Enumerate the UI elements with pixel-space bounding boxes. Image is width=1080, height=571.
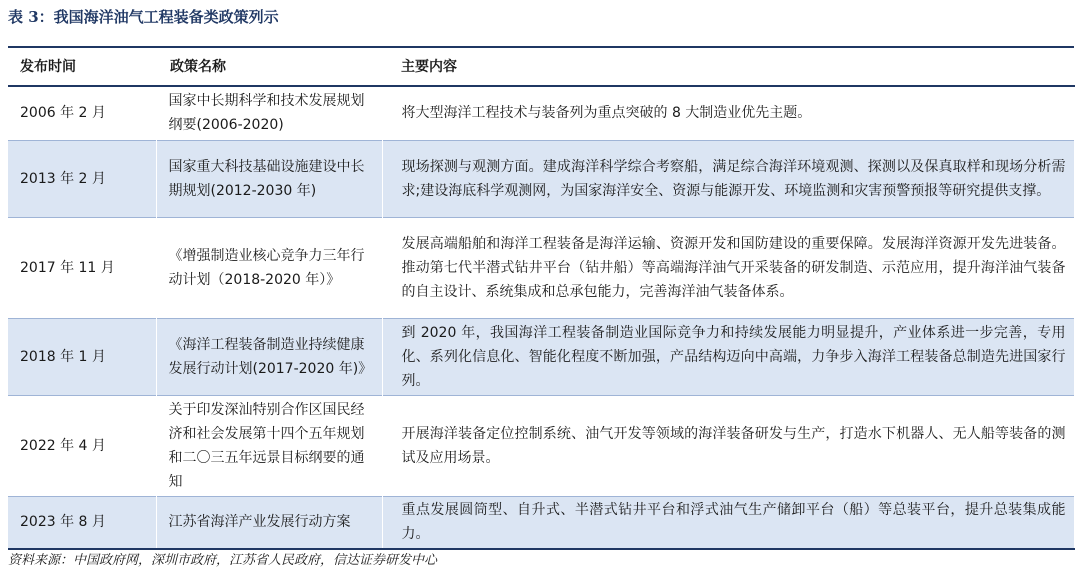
row-policy-name: 《海洋工程装备制造业持续健康发展行动计划(2017-2020 年)》 xyxy=(156,318,382,395)
table-row xyxy=(8,395,1074,496)
row-content: 发展高端船舶和海洋工程装备是海洋运输、资源开发和国防建设的重要保障。发展海洋资源开发先进装备。推动第七代半潜式钻井平台（钻井船）等高端海洋油气开采装备的研发制造、示范应用，提升海洋油气装备的自主设计、系统集成和总承包能力，完善海洋油气装备体系。 xyxy=(382,217,1074,318)
table-row xyxy=(8,140,1074,217)
table-row xyxy=(8,496,1074,549)
table-title: 表 3：我国海洋油气工程装备类政策列示 xyxy=(8,8,279,26)
row-content: 现场探测与观测方面。建成海洋科学综合考察船，满足综合海洋环境观测、探测以及保真取样和现场分析需求;建设海底科学观测网，为国家海洋安全、资源与能源开发、环境监测和灾害预警预报等研究提供支撑。 xyxy=(382,140,1074,217)
row-date: 2018 年 1 月 xyxy=(8,318,156,395)
table-row xyxy=(8,86,1074,140)
row-policy-name: 《增强制造业核心竞争力三年行动计划（2018-2020 年）》 xyxy=(156,217,382,318)
row-content: 开展海洋装备定位控制系统、油气开发等领域的海洋装备研发与生产，打造水下机器人、无人船等装备的测试及应用场景。 xyxy=(382,395,1074,496)
policy-table xyxy=(8,46,1075,550)
row-policy-name: 关于印发深汕特别合作区国民经济和社会发展第十四个五年规划和二〇三五年远景目标纲要的通知 xyxy=(156,395,382,496)
row-policy-name: 国家中长期科学和技术发展规划纲要(2006-2020) xyxy=(156,86,382,140)
header-main-content: 主要内容 xyxy=(382,47,1074,86)
table-header-row xyxy=(8,47,1074,86)
header-policy-name: 政策名称 xyxy=(156,47,382,86)
row-policy-name: 江苏省海洋产业发展行动方案 xyxy=(156,496,382,549)
source-note: 资料来源：中国政府网，深圳市政府，江苏省人民政府，信达证券研发中心 xyxy=(8,553,438,568)
row-date: 2023 年 8 月 xyxy=(8,496,156,549)
row-policy-name: 国家重大科技基础设施建设中长期规划(2012-2030 年) xyxy=(156,140,382,217)
table-row xyxy=(8,217,1074,318)
header-date: 发布时间 xyxy=(8,47,156,86)
row-content: 到 2020 年，我国海洋工程装备制造业国际竞争力和持续发展能力明显提升，产业体系进一步完善，专用化、系列化信息化、智能化程度不断加强，产品结构迈向中高端，力争步入海洋工程装备总制造先进国家行列。 xyxy=(382,318,1074,395)
table-row xyxy=(8,318,1074,395)
row-content: 将大型海洋工程技术与装备列为重点突破的 8 大制造业优先主题。 xyxy=(382,86,1074,140)
row-date: 2022 年 4 月 xyxy=(8,395,156,496)
row-content: 重点发展圆筒型、自升式、半潜式钻井平台和浮式油气生产储卸平台（船）等总装平台，提升总装集成能力。 xyxy=(382,496,1074,549)
row-date: 2017 年 11 月 xyxy=(8,217,156,318)
row-date: 2013 年 2 月 xyxy=(8,140,156,217)
row-date: 2006 年 2 月 xyxy=(8,86,156,140)
